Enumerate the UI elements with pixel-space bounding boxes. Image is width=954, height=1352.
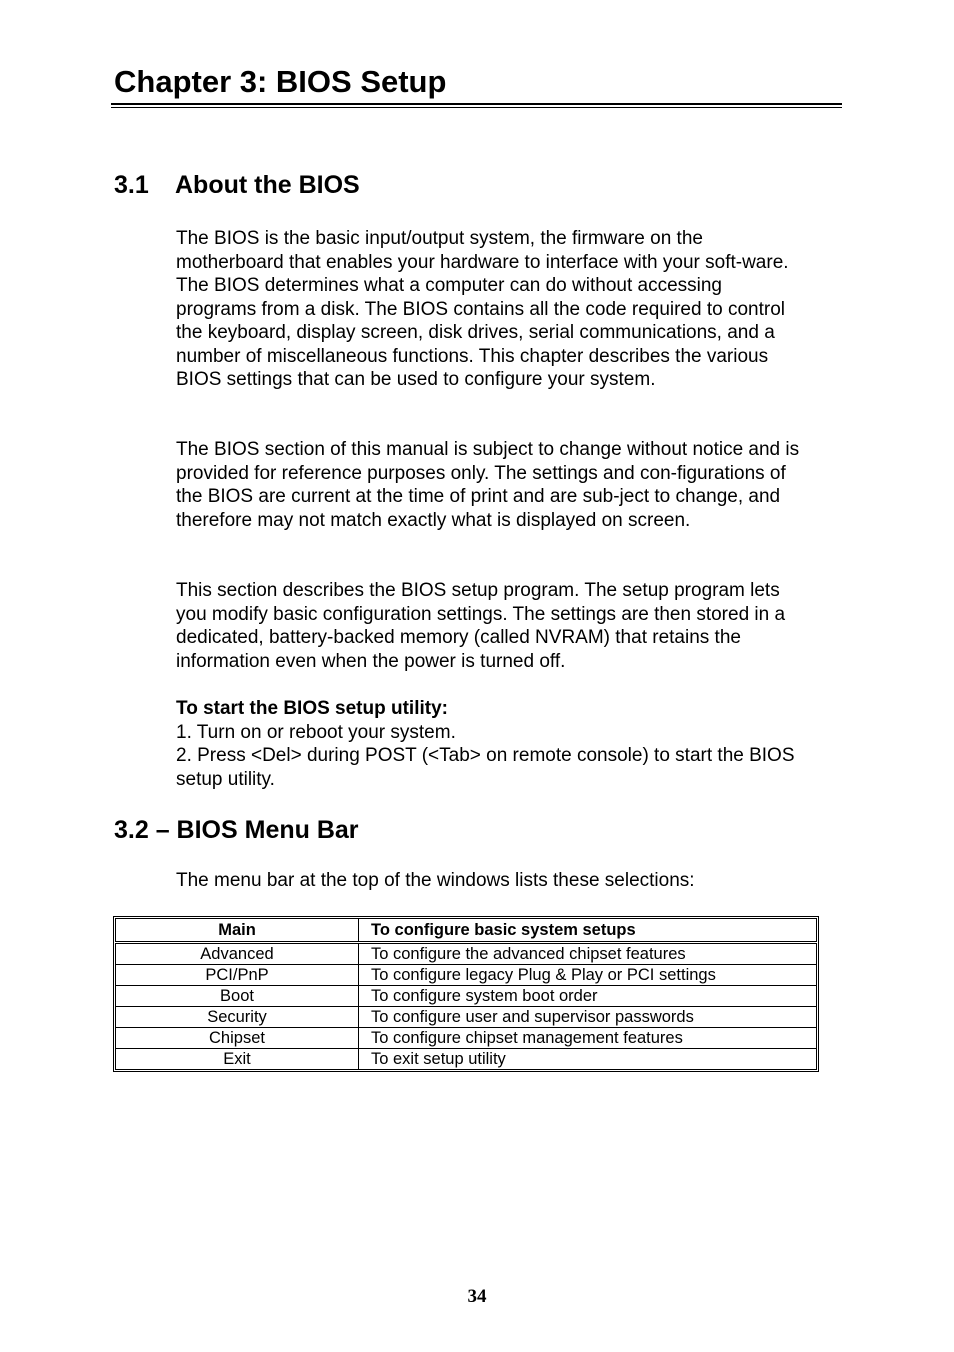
paragraph: The BIOS is the basic input/output system, the firmware on the motherboard that enables your hardware to interface with your soft-ware. The BIOS determines what a computer can do without accessing programs from a disk. The BIOS contains all the code required to control the keyboard, display screen, disk drives, serial communications, and a number of miscellaneous functions. This chapter describes the various BIOS settings that can be used to configure your system. xyxy=(176,228,789,390)
menu-name-cell: PCI/PnP xyxy=(116,965,359,986)
page-number: 34 xyxy=(467,1286,487,1307)
section-number: 3.1 xyxy=(114,171,149,199)
menu-name-cell: Boot xyxy=(116,986,359,1007)
paragraph: This section describes the BIOS setup program. The setup program lets you modify basic configuration settings. The settings are then stored in a dedicated, battery-backed memory (called NVRAM) that retains the information even when the power is turned off. xyxy=(176,580,786,672)
table-row xyxy=(116,1028,817,1049)
menu-name-cell: Security xyxy=(116,1007,359,1028)
menu-description-cell: To configure legacy Plug & Play or PCI settings xyxy=(359,965,817,986)
table-header-menu: Main xyxy=(116,919,359,943)
procedure-step-1: 1. Turn on or reboot your system. xyxy=(176,721,456,743)
procedure-step-2: 2. Press <Del> during POST (<Tab> on remote console) to start the BIOS setup utility. xyxy=(176,745,795,790)
table-row xyxy=(116,986,817,1007)
paragraph: The BIOS section of this manual is subject to change without notice and is provided for reference purposes only. The settings and con-figurations of the BIOS are current at the time of print and are sub-ject to change, and therefore may not match exactly what is displayed on screen. xyxy=(176,439,800,531)
table-row xyxy=(116,1049,817,1070)
chapter-title: Chapter 3: BIOS Setup xyxy=(114,64,447,99)
menu-description-cell: To configure chipset management features xyxy=(359,1028,817,1049)
procedure-heading: To start the BIOS setup utility: xyxy=(176,698,448,719)
about-bios-paragraph-1 xyxy=(176,227,801,392)
menu-name-cell: Exit xyxy=(116,1049,359,1070)
menu-name-cell: Advanced xyxy=(116,943,359,965)
menu-description-cell: To configure system boot order xyxy=(359,986,817,1007)
about-bios-paragraph-2 xyxy=(176,438,801,532)
bios-menu-table xyxy=(115,918,817,1070)
menu-description-cell: To configure the advanced chipset features xyxy=(359,943,817,965)
about-bios-paragraph-3 xyxy=(176,579,801,673)
section-title: About the BIOS xyxy=(175,171,360,199)
menu-name-cell: Chipset xyxy=(116,1028,359,1049)
table-header-description: To configure basic system setups xyxy=(359,919,817,943)
menu-description-cell: To exit setup utility xyxy=(359,1049,817,1070)
setup-procedure xyxy=(176,697,801,791)
table-row xyxy=(116,965,817,986)
paragraph: The menu bar at the top of the windows lists these selections: xyxy=(176,870,695,891)
table-row xyxy=(116,943,817,965)
table-row xyxy=(116,1007,817,1028)
menu-table-frame xyxy=(113,916,819,1072)
section-heading-menu-bar: 3.2 – BIOS Menu Bar xyxy=(114,816,359,844)
chapter-title-rule xyxy=(111,103,842,108)
section-heading-about-bios xyxy=(114,169,360,201)
table-header-row xyxy=(116,919,817,943)
menu-description-cell: To configure user and supervisor passwords xyxy=(359,1007,817,1028)
menu-bar-intro xyxy=(176,869,801,893)
